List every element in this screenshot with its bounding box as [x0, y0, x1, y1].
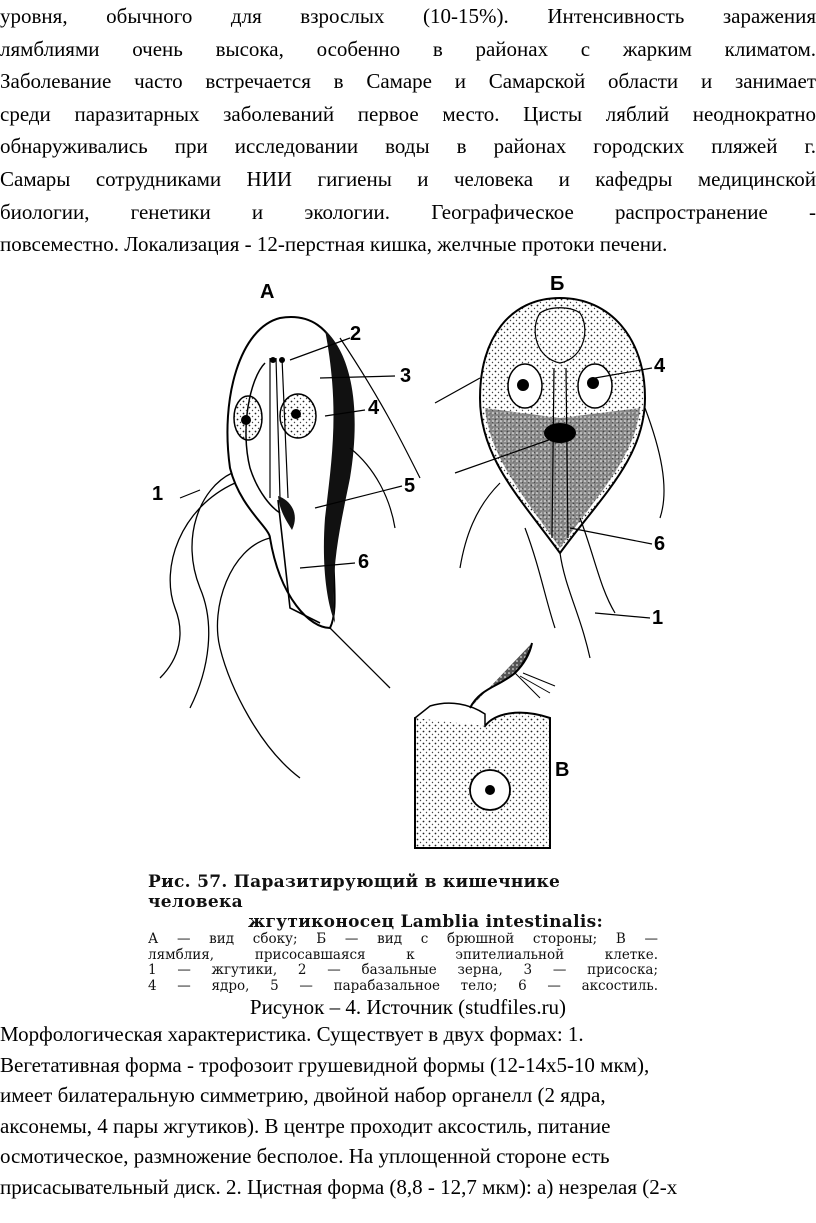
- text-line: Вегетативная форма - трофозоит грушевидной формы (12-14х5-10 мкм),: [0, 1052, 650, 1077]
- caption-title: Рис. 57. Паразитирующий в кишечнике человека: [148, 872, 561, 912]
- caption-title-2: жгутиконосец Lamblia intestinalis:: [248, 912, 604, 932]
- text-line: Заболевание часто встречается в Самаре и Самарской области и занимает: [0, 69, 816, 94]
- caption-line: 4 — ядро, 5 — парабазальное тело; 6 — аксостиль.: [148, 977, 658, 994]
- text-line: Самары сотрудниками НИИ гигиены и человека и кафедры медицинской: [0, 166, 816, 191]
- text-line: Морфологическая характеристика. Существует в двух формах: 1.: [0, 1022, 584, 1046]
- body-paragraph-2: [0, 1019, 816, 1203]
- figure-caption: [148, 872, 658, 994]
- text-line: аксонемы, 4 пары жгутиков). В центре проходит аксостиль, питание: [0, 1113, 611, 1138]
- label-part-3: 3: [400, 365, 412, 387]
- label-part-4a: 4: [368, 397, 380, 419]
- label-part-4b: 4: [654, 355, 666, 377]
- label-part-5a: 5: [404, 475, 416, 497]
- body-paragraph-1: [0, 0, 816, 261]
- lamblia-illustration: [140, 268, 680, 868]
- text-line: присасывательный диск. 2. Цистная форма (8,8 - 12,7 мкм): а) незрелая (2-х: [0, 1174, 678, 1199]
- text-line: уровня, обычного для взрослых (10-15%). Интенсивность заражения: [0, 4, 816, 28]
- label-part-2: 2: [350, 323, 362, 345]
- caption-line: лямблия, присосавшаяся к эпителиальной клетке.: [148, 946, 658, 963]
- text-line: биологии, генетики и экологии. Географическое распространение -: [0, 199, 816, 224]
- text-line: обнаруживались при исследовании воды в районах городских пляжей г.: [0, 134, 816, 159]
- label-part-6a: 6: [358, 551, 370, 573]
- text-line: осмотическое, размножение бесполое. На уплощенной стороне есть: [0, 1144, 610, 1169]
- text-line: имеет билатеральную симметрию, двойной набор органелл (2 ядра,: [0, 1083, 606, 1108]
- label-part-1b: 1: [652, 607, 664, 629]
- label-view-a: А: [260, 281, 275, 303]
- caption-line: 1 — жгутики, 2 — базальные зерна, 3 — присоска;: [148, 962, 658, 978]
- caption-line: А — вид сбоку; Б — вид с брюшной стороны; В —: [148, 931, 658, 947]
- label-view-c: В: [555, 759, 570, 781]
- label-part-1a: 1: [152, 483, 164, 505]
- label-view-b: Б: [550, 273, 565, 295]
- figure-source: Рисунок – 4. Источник (studfiles.ru): [249, 995, 567, 1019]
- view-c-attached: [415, 643, 555, 848]
- label-part-6b: 6: [654, 533, 666, 555]
- text-line: лямблиями очень высока, особенно в районах с жарким климатом.: [0, 36, 816, 61]
- lamblia-drawing: [140, 268, 680, 868]
- text-line: повсеместно. Локализация - 12-перстная кишка, желчные протоки печени.: [0, 232, 668, 257]
- text-line: среди паразитарных заболеваний первое место. Цисты ляблий неоднократно: [0, 101, 816, 126]
- view-a-side: [160, 317, 420, 778]
- view-b-ventral: [460, 298, 664, 658]
